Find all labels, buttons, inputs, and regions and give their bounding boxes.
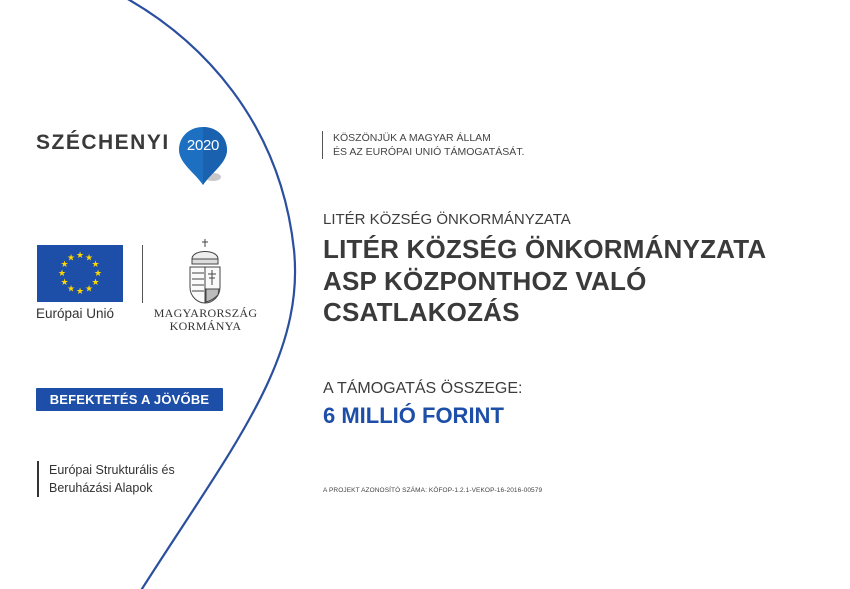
- project-title-line2: ASP KÖZPONTHOZ VALÓ: [323, 265, 647, 296]
- government-label: [153, 307, 258, 333]
- svg-text:★: ★: [75, 287, 85, 297]
- esi-funds-line2: Beruházási Alapok: [49, 481, 153, 495]
- eu-label: Európai Unió: [36, 306, 115, 321]
- project-title-line3: CSATLAKOZÁS: [323, 297, 520, 327]
- svg-text:★: ★: [93, 269, 103, 279]
- project-id-number: A PROJEKT AZONOSÍTÓ SZÁMA: KÖFOP-1.2.1-VEKOP-16-2016-00579: [323, 487, 543, 494]
- svg-text:★: ★: [66, 284, 76, 295]
- svg-text:★: ★: [57, 269, 67, 279]
- svg-text:★: ★: [91, 260, 100, 270]
- hungarian-coat-of-arms-icon: [186, 237, 224, 305]
- svg-text:★: ★: [84, 253, 94, 264]
- svg-text:★: ★: [91, 278, 100, 288]
- government-label-line1: MAGYARORSZÁG: [153, 306, 258, 320]
- svg-text:★: ★: [75, 251, 85, 261]
- thanks-line1: KÖSZÖNJÜK A MAGYAR ÁLLAM: [333, 132, 491, 144]
- beneficiary-name: LITÉR KÖZSÉG ÖNKORMÁNYZATA: [323, 211, 571, 228]
- szechenyi-pin-icon: [177, 125, 229, 187]
- invest-in-future-badge: BEFEKTETÉS A JÖVŐBE: [36, 388, 223, 411]
- szechenyi-wordmark: SZÉCHENYI: [36, 131, 170, 154]
- government-label-line2: KORMÁNYA: [169, 319, 242, 333]
- eu-flag-icon: [37, 245, 123, 302]
- logo-divider: [142, 245, 143, 303]
- svg-text:★: ★: [60, 260, 69, 270]
- thanks-line2: ÉS AZ EURÓPAI UNIÓ TÁMOGATÁSÁT.: [333, 146, 525, 158]
- support-amount-label: A TÁMOGATÁS ÖSSZEGE:: [323, 380, 523, 397]
- project-title-line1: LITÉR KÖZSÉG ÖNKORMÁNYZATA: [323, 234, 767, 264]
- esi-funds-label: [37, 461, 175, 497]
- project-title: [323, 234, 766, 329]
- thanks-note: [322, 131, 524, 159]
- esi-funds-line1: Európai Strukturális és: [49, 463, 175, 477]
- svg-text:★: ★: [66, 253, 76, 264]
- svg-text:★: ★: [84, 284, 94, 295]
- svg-text:★: ★: [60, 278, 69, 288]
- support-amount-value: 6 MILLIÓ FORINT: [323, 403, 504, 428]
- szechenyi-year: 2020: [186, 137, 220, 154]
